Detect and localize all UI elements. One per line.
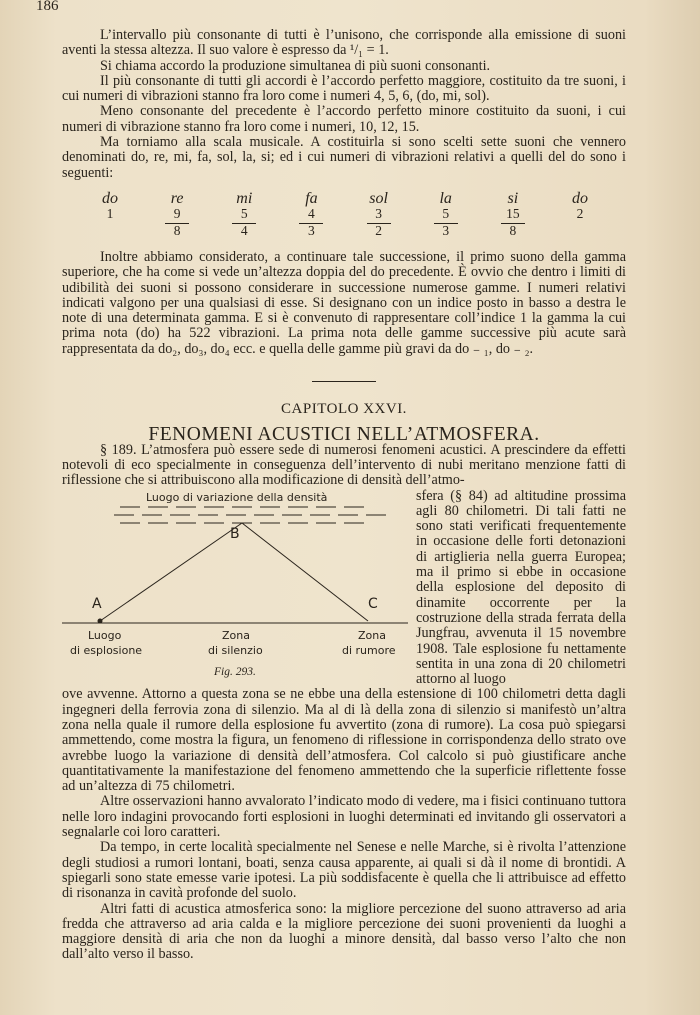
note-ratio-denominator: 4 xyxy=(232,223,256,238)
note-ratio-numerator: 3 xyxy=(375,205,382,221)
note-ratio-numerator: 4 xyxy=(308,205,315,221)
note-name: do xyxy=(571,189,588,207)
note-ratio-numerator: 5 xyxy=(442,205,450,221)
note-ratio-denominator: 8 xyxy=(165,223,189,238)
paragraph: Altri fatti di acustica atmosferica sono: la migliore percezione del suono attraverso ad aria fredda che attraverso ad aria calda e la migliore percezione dei suoni provenienti da luoghi a maggiore densità di aria che non da luoghi a minore densità, dal basso verso l’alto che non dall’alto verso il basso. xyxy=(62,900,626,963)
section-paragraph: § 189. L’atmosfera può essere sede di numerosi fenomeni acustici. A prescindere da effetti notevoli di eco specialmente in conseguenza dell’intervento di nubi meritano menzione fatti di riflessione che si attribuiscono alla modificazione di densità dell’atmo- xyxy=(62,441,626,489)
note-name: sol xyxy=(369,189,388,207)
right-column-text: sfera (§ 84) ad altitudine prossima agli 80 chilometri. Di tali fatti ne sono stati verificati frequentemente in occasione delle forti detonazioni di artiglieria nella guerra Europea; ma il primo si ebbe in occasione della esplosione del deposito di dinamite occorrente per la costruzione della strada ferrata della Jungfrau, avvenuta il 15 novembre 1908. Tale esplosione fu nettamente sentita in una zona di 20 chilometri attorno al luogo xyxy=(416,487,626,688)
note-ratio-numerator: 9 xyxy=(173,205,181,221)
note-name: fa xyxy=(305,189,318,207)
figure-label-c-line2: di rumore xyxy=(342,643,396,657)
chapter-title: FENOMENI ACUSTICI NELL’ATMOSFERA. xyxy=(148,424,540,446)
figure-point-a: A xyxy=(92,595,102,612)
note-ratio-numerator: 1 xyxy=(106,205,114,221)
figure-label-b-line1: Zona xyxy=(222,628,250,642)
note-ratio-numerator: 15 xyxy=(506,205,520,221)
figure-label-c-line1: Zona xyxy=(358,628,386,642)
figure-text-wrap xyxy=(62,489,626,688)
figure-caption: Fig. 293. xyxy=(214,665,256,678)
note-name: do xyxy=(102,189,118,207)
figure-label-a-line2: di esplosione xyxy=(70,643,143,657)
figure-label-b-line2: di silenzio xyxy=(208,643,263,657)
figure-293 xyxy=(62,489,408,685)
note-name: la xyxy=(439,189,452,207)
scale-note xyxy=(560,190,600,238)
paragraph: ove avvenne. Attorno a questa zona se ne ebbe una della estensione di 100 chilometri detta dagli ingegneri della ferrovia zona di silenzio. Ma al di là della zona di silenzio si manifestò un’altra zona nella quale il rumore della esplosione fu avvertito (zona di rumore). La cosa può spiegarsi ammettendo, come mostra la figura, un fenomeno di riflessione in corrispondenza dello strato ove avrebbe luogo la variazione di densità dell’atmosfera. Col calcolo si può giustificare anche quantitativamente la manifestazione del fenomeno ammettendo che la superficie riflettente fosse ad un’altezza di 75 chilometri. xyxy=(62,686,626,795)
note-name: mi xyxy=(236,189,253,207)
note-name: si xyxy=(507,189,519,207)
note-name: re xyxy=(170,189,184,207)
figure-point-c: C xyxy=(368,595,378,612)
scale-note xyxy=(291,190,331,238)
note-ratio-denominator: 2 xyxy=(367,223,391,238)
paragraph: Da tempo, in certe località specialmente nel Senese e nelle Marche, si è rivolta l’attenzione degli studiosi a rumori lontani, boati, senza causa apparente, ai quali si dà il nome di brontidi. A spiegarli sono state emesse varie ipotesi. La più soddisfacente è quella che li attribuisce ad effetto di risonanza in cavità profonde del suolo. xyxy=(62,839,626,902)
page-number: 186 xyxy=(36,0,59,14)
paragraph: Il più consonante di tutti gli accordi è l’accordo perfetto maggiore, costituito da tre suoni, i cui numeri di vibrazioni stanno fra loro come i numeri 4, 5, 6, (do, mi, sol). xyxy=(62,72,626,105)
note-ratio-denominator: 3 xyxy=(299,223,323,238)
paragraph: Ma torniamo alla scala musicale. A costituirla si sono scelti sette suoni che vennero denominati do, re, mi, fa, sol, la, si; ed i cui numeri di vibrazioni relativi a quelli del do sono i seguenti: xyxy=(62,134,626,181)
figure-label-a-line1: Luogo xyxy=(88,628,122,642)
scale-table xyxy=(62,190,626,238)
scale-note xyxy=(493,190,533,238)
paragraph: Meno consonante del precedente è l’accordo perfetto minore costituito da suoni, i cui numeri di vibrazione stanno fra loro come i numeri, 10, 12, 15. xyxy=(62,103,626,135)
note-ratio-numerator: 5 xyxy=(240,205,248,221)
note-ratio-numerator: 2 xyxy=(576,205,584,221)
figure-label-density-layer: Luogo di variazione della densità xyxy=(146,490,328,504)
scale-note xyxy=(157,190,197,238)
note-ratio-denominator: 8 xyxy=(501,223,525,238)
scale-note xyxy=(426,190,466,238)
paragraph: Altre osservazioni hanno avvalorato l’indicato modo di vedere, ma i fisici continuano tuttora nelle loro indagini provocando forti esplosioni in luoghi determinati ed invitando gli osservatori a segnalarle coi loro caratteri. xyxy=(62,793,626,841)
paragraph: Inoltre abbiamo considerato, a continuare tale successione, il primo suono della gamma superiore, che ha come si vede un’altezza doppia del do precedente. È ovvio che dentro i limiti di udibilità dei suoni si possono considerare in successione numerose gamme. I numeri relativi indicati valgono per una qualsiasi di esse. Si designano con un indice posto in basso a destra le note di una determinata gamma. E si è convenuto di rappresentare coll’indice 1 la gamma la cui prima nota (do) ha 522 vibrazioni. La prima nota delle gamme successive più acute sarà rappresentata da do₂, do₃, do₄ ecc. e quella delle gamme più gravi da do ₋ ₁, do ₋ ₂. xyxy=(62,248,626,357)
figure-point-b: B xyxy=(230,525,240,542)
chapter-label: CAPITOLO XXVI. xyxy=(281,401,407,418)
scale-note xyxy=(90,190,130,238)
page-body xyxy=(62,28,626,963)
scale-note xyxy=(224,190,264,238)
note-ratio-denominator: 3 xyxy=(434,223,458,238)
section-divider xyxy=(312,381,376,382)
paragraph: Si chiama accordo la produzione simultanea di più suoni consonanti. xyxy=(100,57,491,74)
paragraph: L’intervallo più consonante di tutti è l’unisono, che corrisponde alla emissione di suoni aventi la stessa altezza. Il suo valore è espresso da ¹/₁ = 1. xyxy=(62,27,626,59)
scale-note xyxy=(359,190,399,238)
